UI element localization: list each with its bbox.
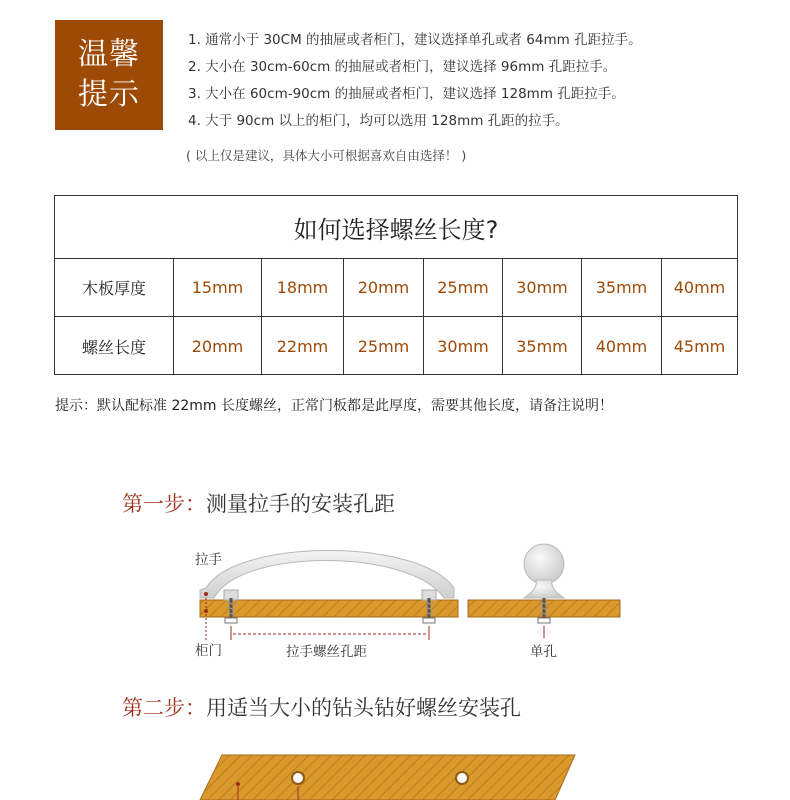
handle-assembly [200,551,458,641]
drilling-board [200,755,575,800]
table-cell: 20mm [173,317,261,375]
table-cell: 30mm [423,317,502,375]
tip-item: 4. 大于 90cm 以上的柜门，均可以选用 128mm 孔距的拉手。 [188,113,569,129]
table-cell: 20mm [343,259,423,316]
step2-number: 第二步： [122,696,206,720]
table-cell: 25mm [423,259,502,316]
table-cell: 18mm [261,259,343,316]
step1-number: 第一步： [122,492,206,516]
knob-assembly [468,544,620,638]
table-title: 如何选择螺丝长度? [55,196,737,259]
table-cell: 25mm [343,317,423,375]
tip-item: 2. 大小在 30cm-60cm 的抽屉或者柜门，建议选择 96mm 孔距拉手。 [188,59,617,75]
tip-badge-line1: 温馨 [78,37,140,72]
step2-text: 用适当大小的钻头钻好螺丝安装孔 [206,696,521,720]
tips-note: ( 以上仅是建议，具体大小可根据喜欢自由选择！ ) [186,148,467,163]
table-cell: 40mm [661,259,737,316]
table-cell: 35mm [581,259,661,316]
table-row-label: 螺丝长度 [81,337,146,357]
table-row-label: 木板厚度 [81,279,146,298]
table-cell: 30mm [502,259,581,316]
tip-item: 1. 通常小于 30CM 的抽屉或者柜门，建议选择单孔或者 64mm 孔距拉手。 [188,32,642,48]
table-cell: 40mm [581,317,661,375]
drill-hole [292,772,304,784]
table-cell: 15mm [173,259,261,316]
screw-note: 提示：默认配标准 22mm 长度螺丝，正常门板都是此厚度，需要其他长度，请备注说明！ [55,398,613,414]
table-cell: 22mm [261,317,343,375]
handle-label: 拉手 [195,552,222,568]
drill-hole [456,772,468,784]
knob-shape [524,544,564,584]
single-hole-label: 单孔 [530,644,557,660]
door-board [200,600,458,617]
tip-item: 3. 大小在 60cm-90cm 的抽屉或者柜门，建议选择 128mm 孔距拉手。 [188,86,625,102]
step1-text: 测量拉手的安装孔距 [206,492,395,516]
table-cell: 35mm [502,317,581,375]
tip-badge-line2: 提示 [78,77,140,112]
table-cell: 45mm [661,317,737,375]
door-label: 柜门 [195,643,222,659]
spacing-label: 拉手螺丝孔距 [286,644,367,660]
step2-heading [122,692,521,722]
